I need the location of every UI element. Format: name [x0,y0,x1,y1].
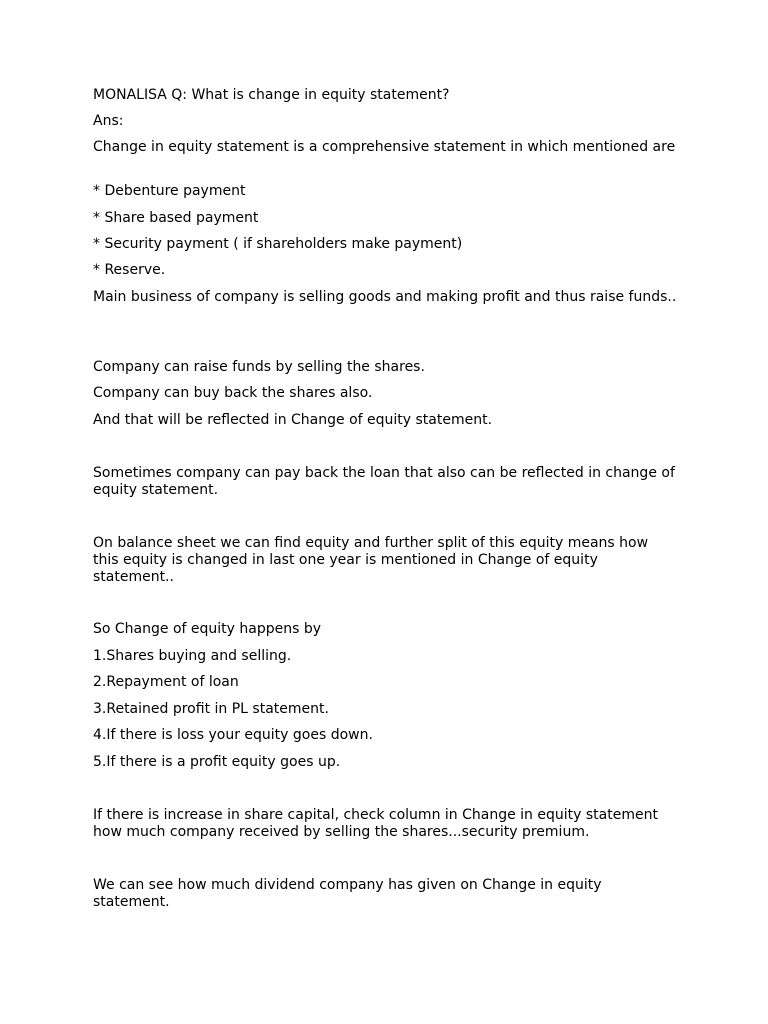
bullet-share-based: * Share based payment [93,210,259,226]
bullet-security: * Security payment ( if shareholders make payment) [93,236,463,252]
list-heading: So Change of equity happens by [93,621,322,637]
list-item-4: 4.If there is loss your equity goes down. [93,727,373,743]
question-heading: MONALISA Q: What is change in equity statement? [93,87,450,103]
paragraph-dividend: We can see how much dividend company has given on Change in equity statement. [93,877,602,910]
list-item-1: 1.Shares buying and selling. [93,648,292,664]
paragraph-balance-sheet: On balance sheet we can find equity and further split of this equity means how this equity is changed in last one year is mentioned in Change of equity statement.. [93,535,649,585]
paragraph-pay-back-loan: Sometimes company can pay back the loan that also can be reflected in change of equity statement. [93,465,675,498]
paragraph-buy-back: Company can buy back the shares also. [93,385,373,401]
bullet-reserve: * Reserve. [93,262,166,278]
paragraph-raise-funds: Company can raise funds by selling the shares. [93,359,425,375]
paragraph-reflected: And that will be reflected in Change of equity statement. [93,412,493,428]
paragraph-definition: Change in equity statement is a comprehensive statement in which mentioned are [93,139,676,155]
paragraph-share-capital: If there is increase in share capital, check column in Change in equity statement how much company received by selling the shares...security premium. [93,807,658,840]
paragraph-main-business: Main business of company is selling goods and making profit and thus raise funds.. [93,289,677,305]
list-item-5: 5.If there is a profit equity goes up. [93,754,341,770]
bullet-debenture: * Debenture payment [93,183,246,199]
list-item-3: 3.Retained profit in PL statement. [93,701,329,717]
answer-label: Ans: [93,113,124,129]
list-item-2: 2.Repayment of loan [93,674,239,690]
